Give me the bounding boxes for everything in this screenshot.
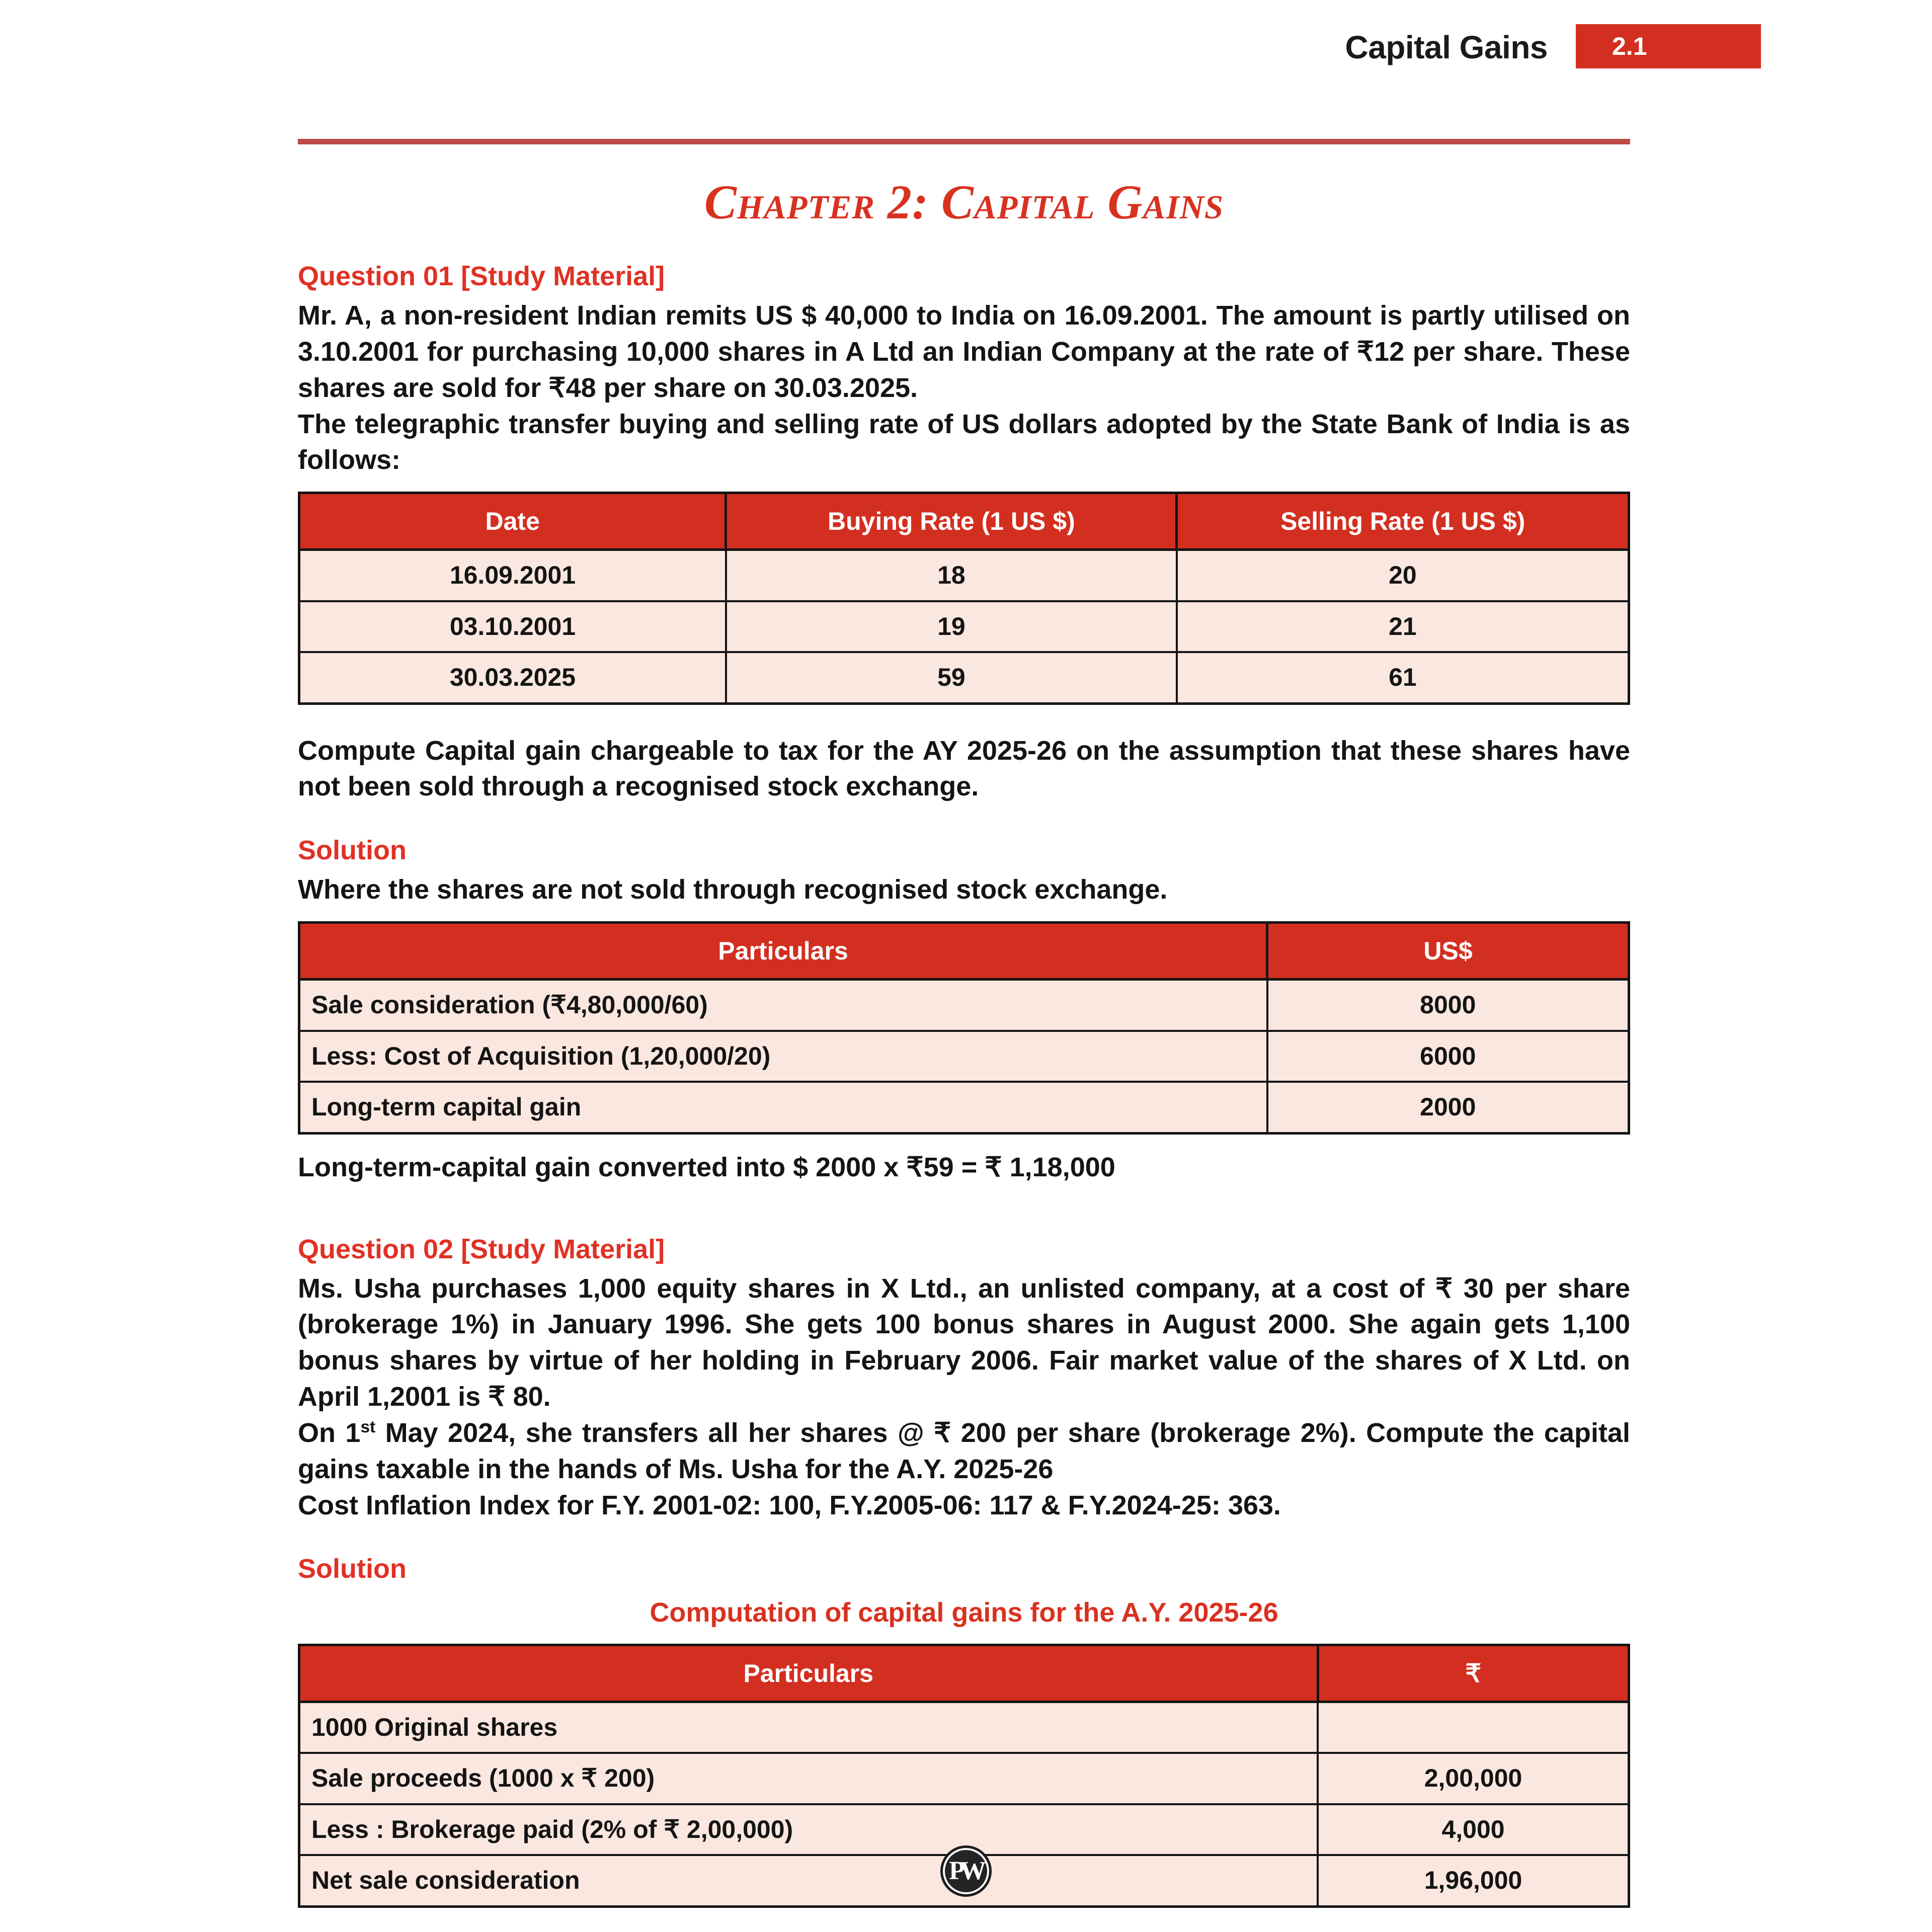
question-01-paragraph-1: Mr. A, a non-resident Indian remits US $ 40,000 to India on 16.09.2001. The amount is partly utilised on 3.10.2001 for purchasing 10,000 shares in A Ltd an Indian Company at the rate of ₹12 per share. These shares are sold for ₹48 per share on 30.03.2025. bbox=[298, 300, 1630, 403]
table-header-row bbox=[299, 493, 1629, 550]
spacer bbox=[298, 1523, 1630, 1552]
cell-amount: 8000 bbox=[1267, 980, 1629, 1031]
column-header-usd: US$ bbox=[1267, 923, 1629, 980]
question-01-paragraph-3: Compute Capital gain chargeable to tax for the AY 2025-26 on the assumption that these shares have not been sold through a recognised stock exchange. bbox=[298, 735, 1630, 802]
cell-amount: 1,96,000 bbox=[1318, 1855, 1629, 1906]
cell-particulars: 1000 Original shares bbox=[299, 1702, 1318, 1753]
table-header-row bbox=[299, 923, 1629, 980]
spacer bbox=[298, 1135, 1630, 1150]
cell-amount: 2,00,000 bbox=[1318, 1753, 1629, 1804]
table-row bbox=[299, 1082, 1629, 1133]
pw-logo-icon bbox=[940, 1845, 992, 1897]
table-row bbox=[299, 601, 1629, 653]
question-02-computation-title: Computation of capital gains for the A.Y. 2025-26 bbox=[650, 1597, 1278, 1628]
table-row bbox=[299, 1031, 1629, 1082]
cell-selling-rate: 61 bbox=[1177, 652, 1629, 703]
table-row bbox=[299, 652, 1629, 703]
question-02-paragraph-3: Cost Inflation Index for F.Y. 2001-02: 100, F.Y.2005-06: 117 & F.Y.2024-25: 363. bbox=[298, 1490, 1281, 1520]
cell-particulars: Less : Brokerage paid (2% of ₹ 2,00,000) bbox=[299, 1804, 1318, 1856]
cell-selling-rate: 20 bbox=[1177, 550, 1629, 601]
question-01-solution-intro: Where the shares are not sold through recognised stock exchange. bbox=[298, 874, 1168, 905]
pw-logo-text: PW bbox=[949, 1857, 981, 1885]
page-number-badge: 2.1 bbox=[1576, 24, 1761, 68]
question-01-solution-heading: Solution bbox=[298, 835, 407, 866]
cell-amount: 6000 bbox=[1267, 1031, 1629, 1082]
column-header-rupee: ₹ bbox=[1318, 1645, 1629, 1702]
table-row bbox=[299, 1702, 1629, 1753]
cell-particulars: Sale proceeds (1000 x ₹ 200) bbox=[299, 1753, 1318, 1804]
column-header-particulars: Particulars bbox=[299, 1645, 1318, 1702]
question-01-paragraph-2: The telegraphic transfer buying and selling rate of US dollars adopted by the State Bank of India is as follows: bbox=[298, 409, 1630, 475]
cell-date: 30.03.2025 bbox=[299, 652, 726, 703]
cell-amount: 2000 bbox=[1267, 1082, 1629, 1133]
table-row bbox=[299, 980, 1629, 1031]
footer bbox=[0, 1845, 1932, 1897]
cell-buying-rate: 19 bbox=[726, 601, 1177, 653]
cell-particulars: Less: Cost of Acquisition (1,20,000/20) bbox=[299, 1031, 1267, 1082]
cell-amount: 4,000 bbox=[1318, 1804, 1629, 1856]
column-header-selling-rate: Selling Rate (1 US $) bbox=[1177, 493, 1629, 550]
cell-date: 16.09.2001 bbox=[299, 550, 726, 601]
cell-selling-rate: 21 bbox=[1177, 601, 1629, 653]
running-header-title: Capital Gains bbox=[1345, 29, 1548, 65]
cell-particulars: Long-term capital gain bbox=[299, 1082, 1267, 1133]
para2-rest: May 2024, she transfers all her shares @ ₹ 200 per share (brokerage 2%). Compute the capital gains taxable in the hands of Ms. Usha for the A.Y. 2025-26 bbox=[298, 1417, 1630, 1484]
question-02-paragraph-1: Ms. Usha purchases 1,000 equity shares in X Ltd., an unlisted company, at a cost of ₹ 30 per share (brokerage 1%) in January 1996. She gets 100 bonus shares in August 2000. She again gets 1,100 bonus shares by virtue of her holding in February 2006. Fair market value of the shares of X Ltd. on April 1,2001 is ₹ 80. bbox=[298, 1273, 1630, 1412]
question-01-solution-table bbox=[298, 921, 1630, 1135]
page-content bbox=[298, 151, 1630, 1908]
column-header-date: Date bbox=[299, 493, 726, 550]
spacer bbox=[298, 1186, 1630, 1232]
column-header-buying-rate: Buying Rate (1 US $) bbox=[726, 493, 1177, 550]
exchange-rate-table bbox=[298, 492, 1630, 705]
chapter-title: Chapter 2: Capital Gains bbox=[704, 175, 1224, 229]
table-header-row bbox=[299, 1645, 1629, 1702]
question-02-heading: Question 02 [Study Material] bbox=[298, 1234, 665, 1264]
spacer bbox=[298, 805, 1630, 833]
header-divider-rule bbox=[298, 139, 1630, 144]
cell-buying-rate: 18 bbox=[726, 550, 1177, 601]
question-01-heading: Question 01 [Study Material] bbox=[298, 261, 665, 291]
column-header-particulars: Particulars bbox=[299, 923, 1267, 980]
cell-particulars: Net sale consideration bbox=[299, 1855, 1318, 1906]
running-header bbox=[0, 24, 1932, 85]
cell-buying-rate: 59 bbox=[726, 652, 1177, 703]
table-row bbox=[299, 1753, 1629, 1804]
cell-particulars: Sale consideration (₹4,80,000/60) bbox=[299, 980, 1267, 1031]
question-01-closing-note: Long-term-capital gain converted into $ 2000 x ₹59 = ₹ 1,18,000 bbox=[298, 1152, 1115, 1182]
question-02-paragraph-2 bbox=[298, 1415, 1630, 1488]
spacer bbox=[298, 705, 1630, 733]
table-row bbox=[299, 550, 1629, 601]
cell-date: 03.10.2001 bbox=[299, 601, 726, 653]
cell-amount bbox=[1318, 1702, 1629, 1753]
para2-prefix: On 1 bbox=[298, 1417, 361, 1448]
ordinal-suffix: st bbox=[360, 1417, 376, 1436]
question-02-solution-heading: Solution bbox=[298, 1554, 407, 1584]
